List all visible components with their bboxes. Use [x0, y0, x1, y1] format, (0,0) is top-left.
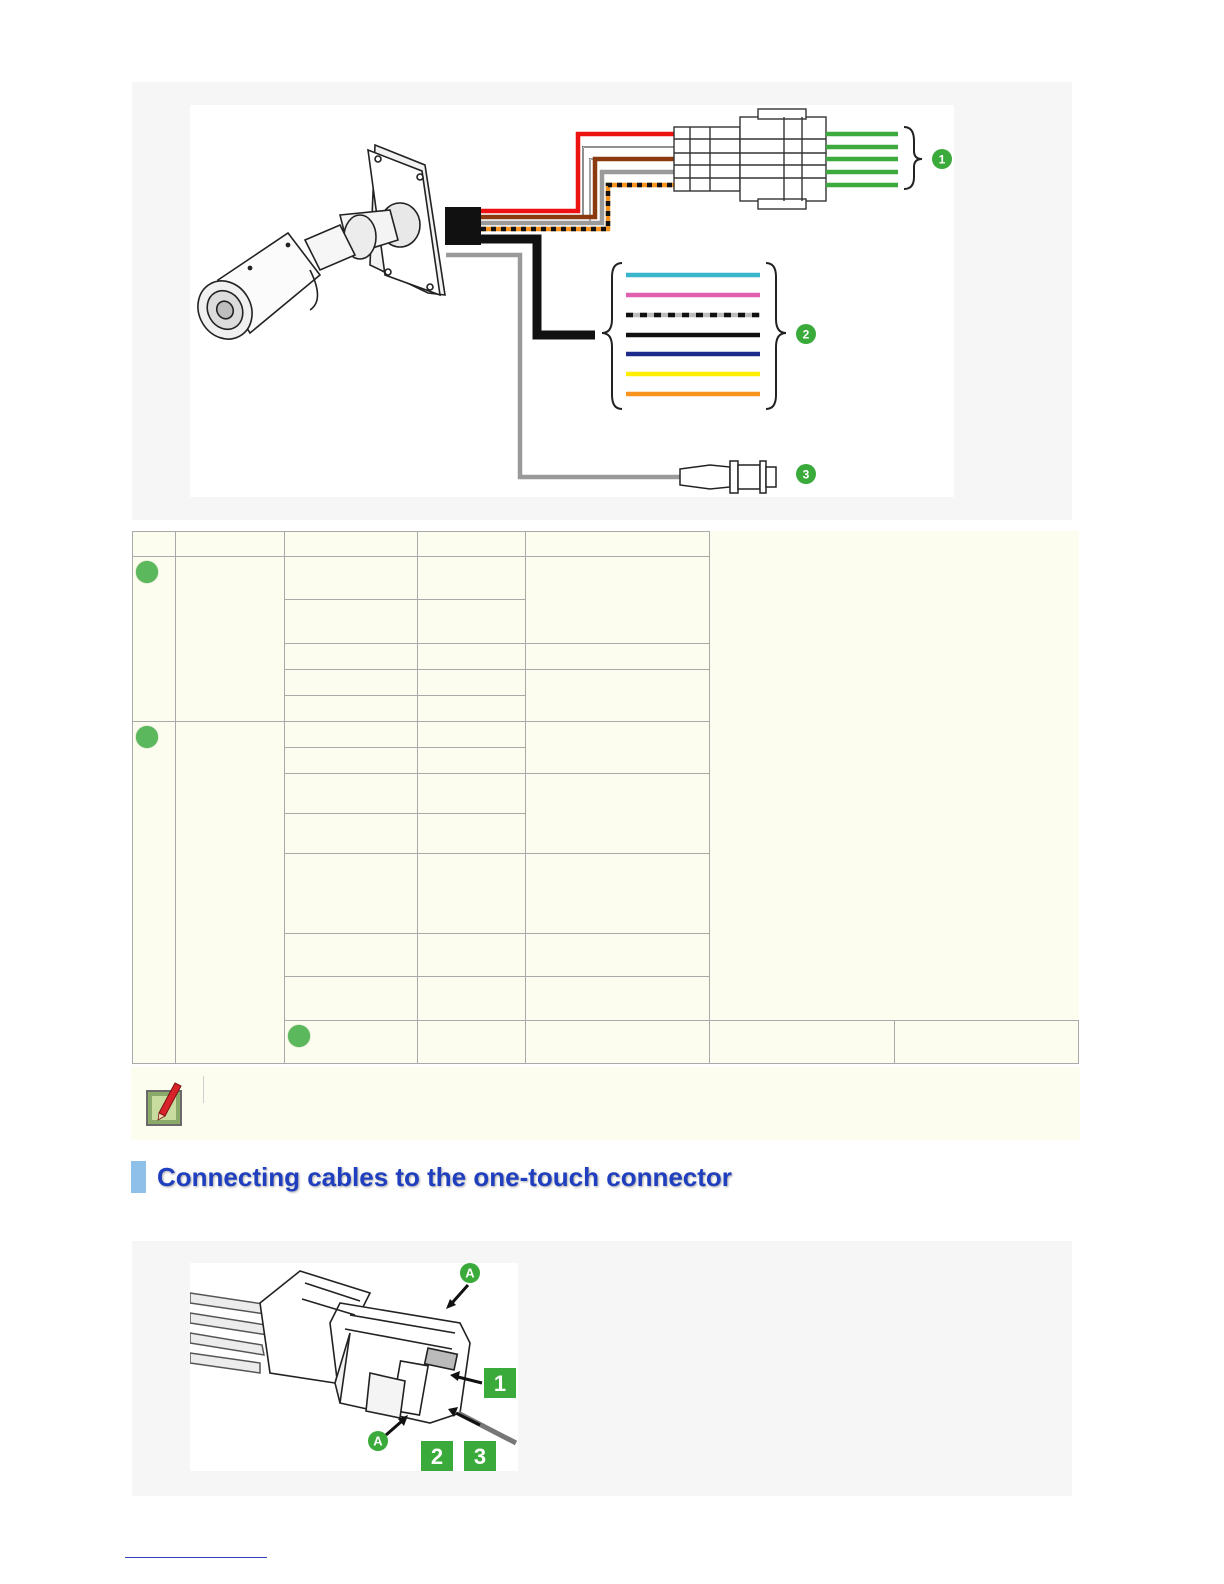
cable-diagram-panel — [132, 82, 1072, 520]
cable-diagram — [190, 105, 954, 497]
table-cell — [285, 854, 418, 934]
table-cell — [285, 748, 418, 774]
table-cell — [418, 722, 526, 748]
group-1-dot — [136, 561, 158, 583]
table-cell — [285, 557, 418, 600]
header-cell-description — [526, 532, 710, 557]
heading-bar — [131, 1161, 146, 1193]
table-cell — [526, 557, 710, 644]
table-cell — [285, 644, 418, 670]
table-cell — [418, 696, 526, 722]
table-cell — [176, 722, 285, 1064]
table-cell — [285, 696, 418, 722]
table-cell — [418, 934, 526, 977]
connector-figure — [190, 1263, 518, 1471]
table-row — [133, 557, 1079, 600]
table-cell — [418, 1021, 526, 1064]
table-cell — [285, 934, 418, 977]
step-2-label: 2 — [430, 1444, 444, 1469]
table-cell — [710, 1021, 894, 1064]
label-a-bottom: A — [373, 1433, 383, 1449]
table-cell — [418, 600, 526, 644]
connector-figure-svg — [190, 1263, 518, 1471]
note-divider — [203, 1076, 204, 1103]
table-cell — [418, 977, 526, 1021]
connector-1-wires — [481, 134, 675, 229]
table-cell — [285, 600, 418, 644]
table-cell — [418, 557, 526, 600]
table-cell — [285, 722, 418, 748]
note-box — [131, 1067, 1080, 1140]
connector-2-wires — [626, 275, 760, 394]
cable-diagram-svg — [190, 105, 954, 497]
table-cell — [526, 977, 710, 1021]
connector-figure-panel — [132, 1241, 1072, 1496]
table-cell — [526, 934, 710, 977]
table-cell — [418, 670, 526, 696]
callout-1: 1 — [938, 152, 946, 167]
group-3-dot — [288, 1025, 310, 1047]
bracket-2-left — [602, 263, 622, 409]
bracket-2-right — [766, 263, 786, 409]
bnc-connector — [680, 461, 776, 493]
header-cell-wire — [285, 532, 418, 557]
camera-illustration — [190, 145, 445, 349]
table-cell — [285, 670, 418, 696]
table-row — [133, 722, 1079, 748]
table-cell — [418, 644, 526, 670]
table-cell — [285, 774, 418, 814]
header-cell-no — [133, 532, 176, 557]
step-3-label: 3 — [473, 1444, 487, 1469]
group-2-marker-cell — [133, 722, 176, 1064]
table-cell — [418, 774, 526, 814]
table-cell — [418, 748, 526, 774]
connector-body — [260, 1271, 470, 1423]
group-3-marker-cell — [285, 1021, 418, 1064]
section-heading-text: Connecting cables to the one-touch connector — [157, 1162, 732, 1192]
one-touch-connector — [674, 109, 826, 209]
callout-2: 2 — [802, 327, 810, 342]
table-cell — [418, 814, 526, 854]
table-cell — [526, 722, 710, 774]
table-cell — [526, 1021, 710, 1064]
table-cell — [526, 644, 710, 670]
bracket-1 — [904, 127, 922, 189]
connector-3-cable — [446, 255, 680, 477]
connector-1-output-wires — [826, 134, 898, 185]
callout-3: 3 — [802, 467, 810, 482]
header-cell-cable — [176, 532, 285, 557]
step-1-label: 1 — [493, 1371, 507, 1396]
cable-spec-table — [132, 531, 1079, 1064]
table-cell — [285, 977, 418, 1021]
group-1-marker-cell — [133, 557, 176, 722]
group-2-dot — [136, 726, 158, 748]
table-cell — [176, 557, 285, 722]
footer-link-line[interactable] — [125, 1557, 267, 1558]
table-cell — [526, 854, 710, 934]
table-cell — [526, 670, 710, 722]
table-header-row — [133, 532, 1079, 557]
label-a-top: A — [465, 1265, 475, 1281]
table-cell — [285, 814, 418, 854]
table-cell — [894, 1021, 1078, 1064]
table-cell — [526, 774, 710, 854]
pencil-note-icon — [145, 1079, 185, 1127]
cable-sheath — [445, 207, 481, 245]
table-cell — [418, 854, 526, 934]
header-cell-color — [418, 532, 526, 557]
